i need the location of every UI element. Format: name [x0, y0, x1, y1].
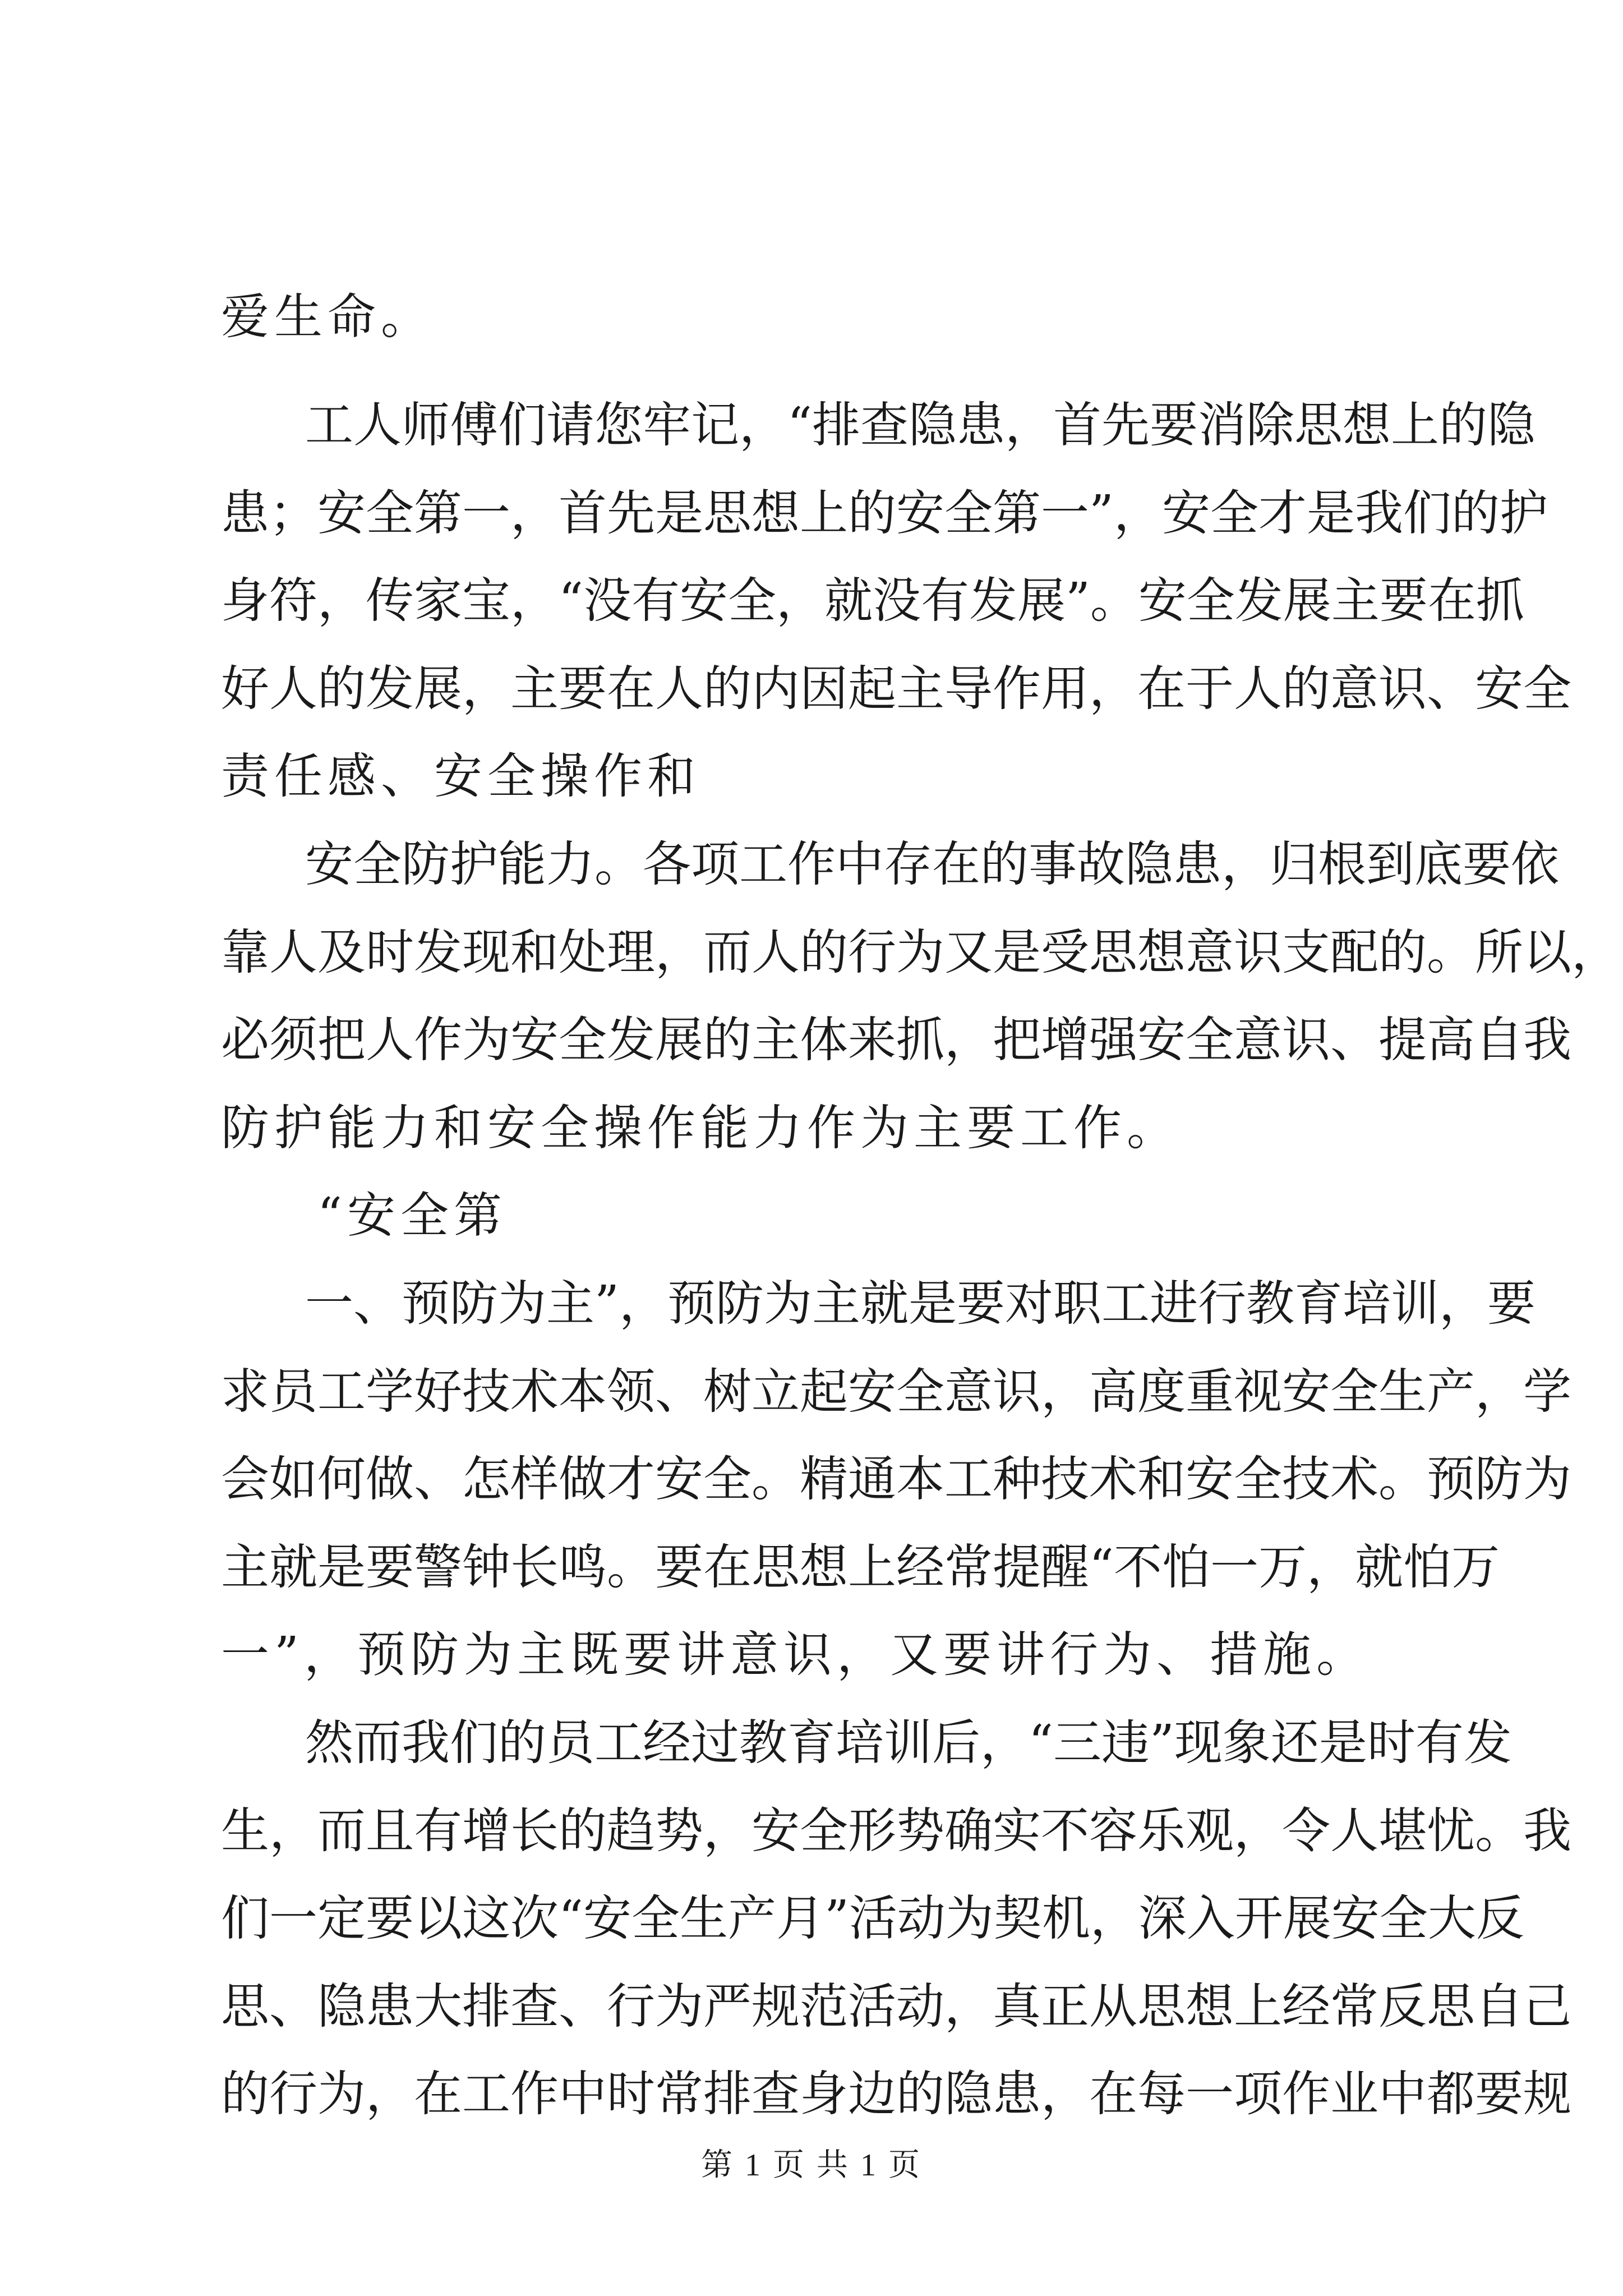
paragraph-2-line-2: 靠人及时发现和处理，而人的行为又是受思想意识支配的。所以，	[221, 924, 1620, 981]
paragraph-5-line-5: 的行为，在工作中时常排查身边的隐患，在每一项作业中都要规	[221, 2066, 1571, 2122]
paragraph-2-line-1: 安全防护能力。各项工作中存在的事故隐患，归根到底要依	[305, 836, 1559, 892]
paragraph-5-line-2: 生，而且有增长的趋势，安全形势确实不容乐观，令人堪忧。我	[221, 1803, 1571, 1859]
paragraph-4-line-5: 一”，预防为主既要讲意识，又要讲行为、措施。	[221, 1627, 1370, 1683]
paragraph-5-line-4: 思、隐患大排查、行为严规范活动，真正从思想上经常反思自己	[221, 1978, 1571, 2035]
paragraph-2-line-3: 必须把人作为安全发展的主体来抓，把增强安全意识、提高自我	[221, 1012, 1571, 1068]
paragraph-5-line-3: 们一定要以这次“安全生产月”活动为契机，深入开展安全大反	[221, 1890, 1524, 1947]
page-number-footer: 第 1 页 共 1 页	[701, 2148, 922, 2183]
paragraph-1-line-1: 工人师傅们请您牢记，“排查隐患，首先要消除思想上的隐	[305, 397, 1536, 453]
paragraph-2-line-4: 防护能力和安全操作能力作为主要工作。	[221, 1100, 1180, 1156]
paragraph-4-line-3: 会如何做、怎样做才安全。精通本工种技术和安全技术。预防为	[221, 1451, 1571, 1507]
paragraph-4-line-4: 主就是要警钟长鸣。要在思想上经常提醒“不怕一万，就怕万	[221, 1539, 1500, 1595]
paragraph-4-line-2: 求员工学好技术本领、树立起安全意识，高度重视安全生产，学	[221, 1364, 1571, 1420]
paragraph-1-line-5: 责任感、安全操作和	[221, 748, 700, 804]
paragraph-5-line-1: 然而我们的员工经过教育培训后，“三违”现象还是时有发	[305, 1715, 1512, 1771]
text-line-1: 爱生命。	[221, 289, 434, 345]
paragraph-4-line-1: 一、预防为主”，预防为主就是要对职工进行教育培训，要	[305, 1276, 1536, 1332]
paragraph-1-line-2: 患；安全第一，首先是思想上的安全第一”，安全才是我们的护	[221, 485, 1548, 541]
paragraph-1-line-4: 好人的发展，主要在人的内因起主导作用，在于人的意识、安全	[221, 661, 1571, 717]
paragraph-3-line-1: “安全第	[317, 1188, 507, 1244]
paragraph-1-line-3: 身符，传家宝，“没有安全，就没有发展”。安全发展主要在抓	[221, 573, 1524, 629]
